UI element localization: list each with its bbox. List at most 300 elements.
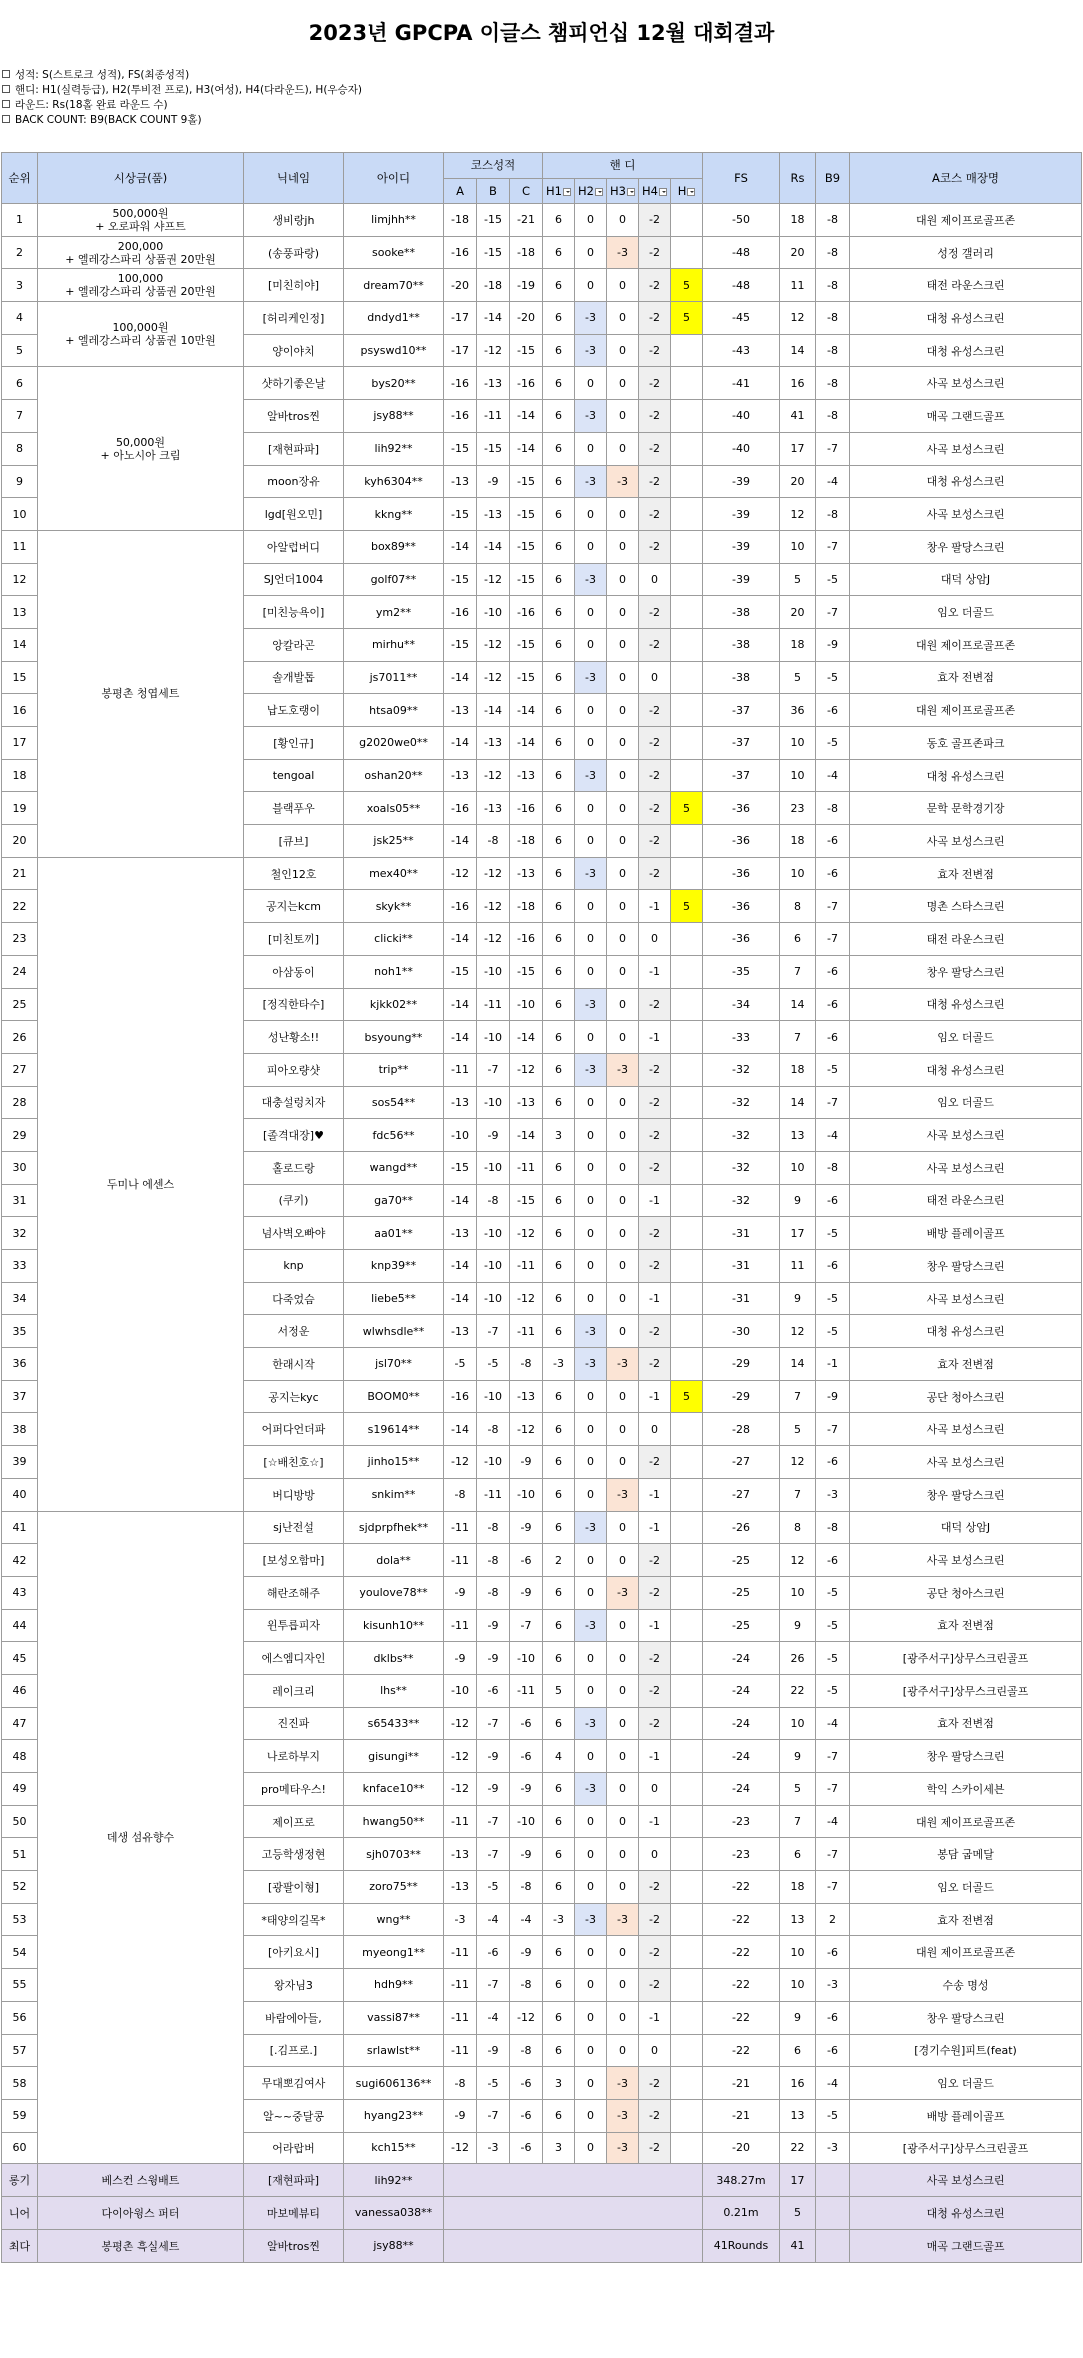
cell-store: 임오 더골드 (850, 1871, 1082, 1904)
header-h4[interactable] (639, 178, 671, 204)
cell-h1: 6 (543, 498, 575, 531)
cell-h1: 6 (543, 1773, 575, 1806)
cell-prize (38, 204, 244, 237)
cell-h2: 0 (575, 1446, 607, 1479)
cell-rs: 13 (780, 1903, 816, 1936)
header-a: A (444, 178, 477, 204)
cell-h3: 0 (607, 269, 639, 302)
cell-b9: -7 (816, 1838, 850, 1871)
cell-nickname: 다죽었슴 (244, 1282, 344, 1315)
table-row (2, 530, 1082, 563)
cell-h4: -2 (639, 2067, 671, 2100)
cell-h4: -2 (639, 530, 671, 563)
cell-h (671, 1805, 703, 1838)
cell-b9: -3 (816, 2132, 850, 2164)
cell-h (671, 1151, 703, 1184)
cell-a: -15 (444, 432, 477, 465)
cell-id: BOOM0** (344, 1380, 444, 1413)
table-row (2, 302, 1082, 335)
cell-c: -16 (510, 596, 543, 629)
cell-rank: 59 (2, 2099, 38, 2132)
cell-h (671, 1773, 703, 1806)
cell-rank: 9 (2, 465, 38, 498)
cell-h3: 0 (607, 988, 639, 1021)
cell-rank: 20 (2, 825, 38, 858)
cell-h (671, 2034, 703, 2067)
cell-rank: 55 (2, 1969, 38, 2002)
cell-b9: -5 (816, 563, 850, 596)
cell-b: -6 (477, 1936, 510, 1969)
cell-rs: 6 (780, 2034, 816, 2067)
cell-h3: -3 (607, 2132, 639, 2164)
cell-store: 대원 제이프로골프존 (850, 1805, 1082, 1838)
cell-h1: 6 (543, 1151, 575, 1184)
award-row (2, 2229, 1082, 2262)
prize-line: 데생 섬유향수 (106, 1830, 175, 1844)
cell-h4: -2 (639, 857, 671, 890)
cell-h (671, 1119, 703, 1152)
cell-store: 대원 제이프로골프존 (850, 628, 1082, 661)
cell-h2: -3 (575, 334, 607, 367)
cell-h4: -2 (639, 628, 671, 661)
cell-rank: 4 (2, 302, 38, 335)
cell-c: -21 (510, 204, 543, 237)
cell-rs: 17 (780, 1217, 816, 1250)
cell-nickname: 양이야치 (244, 334, 344, 367)
cell-nickname: 해란조해주 (244, 1576, 344, 1609)
cell-a: -13 (444, 1315, 477, 1348)
cell-nickname: 버디방방 (244, 1478, 344, 1511)
cell-h2: 0 (575, 727, 607, 760)
cell-id: limjhh** (344, 204, 444, 237)
cell-id: jsl70** (344, 1348, 444, 1381)
cell-rs: 13 (780, 2099, 816, 2132)
cell-a: -14 (444, 1184, 477, 1217)
cell-b9: -9 (816, 628, 850, 661)
cell-h2: 0 (575, 923, 607, 956)
cell-id: sugi606136** (344, 2067, 444, 2100)
cell-fs: -39 (703, 465, 780, 498)
cell-b9: -8 (816, 367, 850, 400)
cell-h2: 0 (575, 1413, 607, 1446)
cell-b9: -7 (816, 596, 850, 629)
cell-h1: 6 (543, 1380, 575, 1413)
cell-b: -8 (477, 1184, 510, 1217)
cell-prize (38, 1511, 244, 2164)
cell-nickname: 철인12호 (244, 857, 344, 890)
cell-nickname: 아알럽버디 (244, 530, 344, 563)
cell-c: -11 (510, 1315, 543, 1348)
cell-fs: -34 (703, 988, 780, 1021)
cell-h1: 6 (543, 1936, 575, 1969)
cell-h3: 0 (607, 432, 639, 465)
cell-id: kjkk02** (344, 988, 444, 1021)
cell-b: -15 (477, 432, 510, 465)
cell-rank: 14 (2, 628, 38, 661)
cell-a: -9 (444, 1576, 477, 1609)
cell-rank: 11 (2, 530, 38, 563)
cell-h4: 0 (639, 563, 671, 596)
cell-h1: 6 (543, 563, 575, 596)
cell-b: -7 (477, 1805, 510, 1838)
cell-rank: 7 (2, 400, 38, 433)
cell-h3: 0 (607, 857, 639, 890)
cell-fs: -25 (703, 1544, 780, 1577)
cell-h4: -1 (639, 1740, 671, 1773)
cell-h3: 0 (607, 923, 639, 956)
cell-fs: -37 (703, 727, 780, 760)
cell-a: -15 (444, 628, 477, 661)
page-title: 2023년 GPCPA 이글스 챔피언십 12월 대회결과 (308, 21, 775, 45)
cell-nickname: 왕자님3 (244, 1969, 344, 2002)
cell-h1: 6 (543, 661, 575, 694)
cell-h3: 0 (607, 628, 639, 661)
cell-h (671, 1642, 703, 1675)
cell-h2: 0 (575, 498, 607, 531)
cell-h1: 6 (543, 825, 575, 858)
cell-b9: -6 (816, 1936, 850, 1969)
cell-a: -14 (444, 988, 477, 1021)
cell-rank: 5 (2, 334, 38, 367)
cell-id: dola** (344, 1544, 444, 1577)
cell-h (671, 465, 703, 498)
cell-h1: 6 (543, 1446, 575, 1479)
filter-dropdown-icon[interactable] (563, 188, 571, 196)
cell-c: -9 (510, 1576, 543, 1609)
cell-h3: -3 (607, 2099, 639, 2132)
cell-a: -14 (444, 1021, 477, 1054)
cell-h4: -2 (639, 334, 671, 367)
cell-rs: 26 (780, 1642, 816, 1675)
cell-h2: 0 (575, 825, 607, 858)
cell-h2: -3 (575, 1511, 607, 1544)
prize-line: + 엘레강스파리 상품권 20만원 (65, 252, 216, 266)
cell-h3: 0 (607, 1086, 639, 1119)
cell-h3: 0 (607, 530, 639, 563)
cell-h3: 0 (607, 302, 639, 335)
cell-h2: -3 (575, 988, 607, 1021)
cell-h4: -2 (639, 1151, 671, 1184)
cell-h2: 0 (575, 1936, 607, 1969)
cell-fs: -22 (703, 2034, 780, 2067)
cell-rs: 7 (780, 955, 816, 988)
cell-c: -15 (510, 530, 543, 563)
cell-c: -14 (510, 727, 543, 760)
cell-nickname: 알바tros찐 (244, 400, 344, 433)
cell-rank: 2 (2, 236, 38, 269)
cell-b: -9 (477, 1642, 510, 1675)
cell-id: js7011** (344, 661, 444, 694)
award-rs: 17 (780, 2164, 816, 2197)
header-h3-label: H3 (610, 183, 626, 198)
cell-id: hwang50** (344, 1805, 444, 1838)
cell-fs: -48 (703, 269, 780, 302)
cell-h1: 3 (543, 2132, 575, 2164)
checkbox-icon (2, 70, 10, 78)
cell-h2: -3 (575, 1903, 607, 1936)
cell-fs: -45 (703, 302, 780, 335)
header-h2[interactable] (575, 178, 607, 204)
cell-fs: -36 (703, 857, 780, 890)
cell-b9: -6 (816, 825, 850, 858)
cell-nickname: [재현파파] (244, 432, 344, 465)
filter-dropdown-icon[interactable] (687, 188, 695, 196)
cell-b: -9 (477, 1773, 510, 1806)
cell-rank: 57 (2, 2034, 38, 2067)
cell-c: -8 (510, 1871, 543, 1904)
cell-id: noh1** (344, 955, 444, 988)
cell-id: htsa09** (344, 694, 444, 727)
cell-h (671, 661, 703, 694)
legend-notes (2, 68, 362, 128)
cell-fs: -48 (703, 236, 780, 269)
cell-h (671, 400, 703, 433)
cell-rs: 20 (780, 236, 816, 269)
cell-nickname: (쿠키) (244, 1184, 344, 1217)
cell-id: bys20** (344, 367, 444, 400)
cell-a: -14 (444, 1413, 477, 1446)
cell-h (671, 1936, 703, 1969)
cell-store: 수송 명성 (850, 1969, 1082, 2002)
cell-rs: 7 (780, 1805, 816, 1838)
cell-fs: -39 (703, 563, 780, 596)
award-nickname: [재현파파] (244, 2164, 344, 2197)
cell-h1: 6 (543, 1413, 575, 1446)
cell-b: -12 (477, 563, 510, 596)
cell-nickname: 한래시작 (244, 1348, 344, 1381)
cell-b9: -6 (816, 1184, 850, 1217)
award-store: 매곡 그랜드골프 (850, 2229, 1082, 2262)
cell-b9: 2 (816, 1903, 850, 1936)
cell-h3: -3 (607, 2067, 639, 2100)
cell-rank: 27 (2, 1053, 38, 1086)
cell-h3: 0 (607, 1642, 639, 1675)
cell-c: -16 (510, 923, 543, 956)
cell-h (671, 1053, 703, 1086)
cell-rs: 17 (780, 432, 816, 465)
cell-nickname: 어퍼다언더파 (244, 1413, 344, 1446)
header-h3[interactable] (607, 178, 639, 204)
cell-h4: -2 (639, 1250, 671, 1283)
header-course-score: 코스성적 (444, 153, 543, 179)
cell-rs: 5 (780, 1773, 816, 1806)
checkbox-icon (2, 100, 10, 108)
cell-c: -13 (510, 1086, 543, 1119)
cell-h2: 0 (575, 596, 607, 629)
cell-a: -11 (444, 1053, 477, 1086)
cell-fs: -24 (703, 1642, 780, 1675)
cell-id: sooke** (344, 236, 444, 269)
cell-b9: -8 (816, 334, 850, 367)
cell-fs: -22 (703, 1969, 780, 2002)
filter-dropdown-icon[interactable] (659, 188, 667, 196)
award-id: lih92** (344, 2164, 444, 2197)
cell-h (671, 498, 703, 531)
cell-b9: -8 (816, 792, 850, 825)
cell-store: 배방 플레이골프 (850, 2099, 1082, 2132)
cell-h1: 6 (543, 1184, 575, 1217)
cell-store: 대청 유성스크린 (850, 988, 1082, 1021)
cell-h (671, 628, 703, 661)
legend-note-text: 라운드: Rs(18홀 완료 라운드 수) (15, 99, 168, 111)
cell-b9: -7 (816, 1740, 850, 1773)
cell-h: 5 (671, 890, 703, 923)
award-rs: 41 (780, 2229, 816, 2262)
cell-h4: 0 (639, 923, 671, 956)
cell-h4: -2 (639, 1674, 671, 1707)
cell-c: -15 (510, 465, 543, 498)
cell-store: 대원 제이프로골프존 (850, 1936, 1082, 1969)
cell-rs: 10 (780, 1151, 816, 1184)
cell-rank: 19 (2, 792, 38, 825)
cell-h2: 0 (575, 2001, 607, 2034)
cell-a: -11 (444, 1936, 477, 1969)
cell-a: -14 (444, 661, 477, 694)
cell-id: sjh0703** (344, 1838, 444, 1871)
cell-rank: 34 (2, 1282, 38, 1315)
cell-c: -12 (510, 1282, 543, 1315)
cell-h2: 0 (575, 1380, 607, 1413)
cell-h2: 0 (575, 1969, 607, 2002)
cell-rs: 6 (780, 1838, 816, 1871)
filter-dropdown-icon[interactable] (595, 188, 603, 196)
cell-id: lhs** (344, 1674, 444, 1707)
cell-fs: -32 (703, 1151, 780, 1184)
award-empty (816, 2197, 850, 2230)
cell-c: -15 (510, 563, 543, 596)
cell-prize (38, 857, 244, 1511)
cell-b: -15 (477, 204, 510, 237)
cell-rs: 9 (780, 1740, 816, 1773)
cell-h (671, 1315, 703, 1348)
header-h1[interactable] (543, 178, 575, 204)
cell-id: snkim** (344, 1478, 444, 1511)
cell-c: -11 (510, 1250, 543, 1283)
award-empty (444, 2197, 703, 2230)
cell-c: -14 (510, 694, 543, 727)
cell-h4: -2 (639, 1707, 671, 1740)
cell-h1: 6 (543, 792, 575, 825)
cell-b: -10 (477, 1380, 510, 1413)
cell-h4: -2 (639, 1871, 671, 1904)
cell-h (671, 1478, 703, 1511)
header-h[interactable] (671, 178, 703, 204)
cell-store: 동호 골프존파크 (850, 727, 1082, 760)
cell-h (671, 2001, 703, 2034)
award-title: 최다 (2, 2229, 38, 2262)
cell-b: -14 (477, 530, 510, 563)
cell-b: -12 (477, 661, 510, 694)
cell-h (671, 1413, 703, 1446)
cell-a: -15 (444, 563, 477, 596)
cell-rs: 41 (780, 400, 816, 433)
cell-h4: -2 (639, 1576, 671, 1609)
cell-fs: -38 (703, 628, 780, 661)
cell-rs: 23 (780, 792, 816, 825)
cell-store: 배방 플레이골프 (850, 1217, 1082, 1250)
cell-rs: 14 (780, 1348, 816, 1381)
cell-fs: -39 (703, 530, 780, 563)
cell-h1: 3 (543, 1119, 575, 1152)
cell-b9: -6 (816, 2001, 850, 2034)
cell-h4: -2 (639, 1903, 671, 1936)
cell-rs: 8 (780, 1511, 816, 1544)
cell-store: 창우 팔당스크린 (850, 1740, 1082, 1773)
cell-c: -4 (510, 1903, 543, 1936)
cell-b9: -7 (816, 1413, 850, 1446)
cell-nickname: *태양의길목* (244, 1903, 344, 1936)
cell-nickname: 아삼동이 (244, 955, 344, 988)
cell-h1: 6 (543, 432, 575, 465)
cell-b9: -5 (816, 1053, 850, 1086)
cell-h4: 0 (639, 661, 671, 694)
cell-b: -12 (477, 759, 510, 792)
cell-h (671, 1871, 703, 1904)
cell-h2: 0 (575, 1250, 607, 1283)
cell-rank: 51 (2, 1838, 38, 1871)
cell-h2: -3 (575, 400, 607, 433)
cell-c: -9 (510, 1773, 543, 1806)
cell-h3: 0 (607, 2001, 639, 2034)
cell-h3: 0 (607, 2034, 639, 2067)
cell-c: -18 (510, 825, 543, 858)
cell-h1: 6 (543, 857, 575, 890)
cell-b: -9 (477, 1119, 510, 1152)
award-prize: 베스컨 스윙배트 (38, 2164, 244, 2197)
cell-fs: -22 (703, 1936, 780, 1969)
cell-h2: 0 (575, 530, 607, 563)
cell-h2: 0 (575, 236, 607, 269)
award-nickname: 마보메뷰티 (244, 2197, 344, 2230)
cell-h: 5 (671, 1380, 703, 1413)
cell-a: -16 (444, 400, 477, 433)
cell-h1: 6 (543, 1053, 575, 1086)
cell-h3: 0 (607, 1544, 639, 1577)
cell-c: -9 (510, 1446, 543, 1479)
cell-rs: 10 (780, 1936, 816, 1969)
cell-h4: -1 (639, 1511, 671, 1544)
cell-id: jinho15** (344, 1446, 444, 1479)
cell-h2: 0 (575, 955, 607, 988)
cell-rs: 7 (780, 1478, 816, 1511)
cell-a: -15 (444, 955, 477, 988)
cell-rs: 20 (780, 596, 816, 629)
cell-c: -15 (510, 661, 543, 694)
cell-b9: -6 (816, 2034, 850, 2067)
cell-h4: -2 (639, 498, 671, 531)
cell-rank: 6 (2, 367, 38, 400)
cell-store: 대청 유성스크린 (850, 1053, 1082, 1086)
cell-h3: -3 (607, 1903, 639, 1936)
cell-rank: 28 (2, 1086, 38, 1119)
cell-rs: 11 (780, 1250, 816, 1283)
cell-h1: 6 (543, 1217, 575, 1250)
cell-rank: 35 (2, 1315, 38, 1348)
cell-store: 대덕 상암J (850, 563, 1082, 596)
header-h1-label: H1 (546, 183, 562, 198)
cell-a: -8 (444, 2067, 477, 2100)
award-record: 0.21m (703, 2197, 780, 2230)
cell-h3: 0 (607, 1674, 639, 1707)
cell-nickname: 성난황소!! (244, 1021, 344, 1054)
cell-c: -6 (510, 2067, 543, 2100)
legend-note-text: 성적: S(스트로크 성적), FS(최종성적) (15, 69, 190, 81)
filter-dropdown-icon[interactable] (627, 188, 635, 196)
cell-id: oshan20** (344, 759, 444, 792)
legend-note (2, 83, 362, 98)
cell-h4: -2 (639, 1217, 671, 1250)
cell-rs: 22 (780, 2132, 816, 2164)
